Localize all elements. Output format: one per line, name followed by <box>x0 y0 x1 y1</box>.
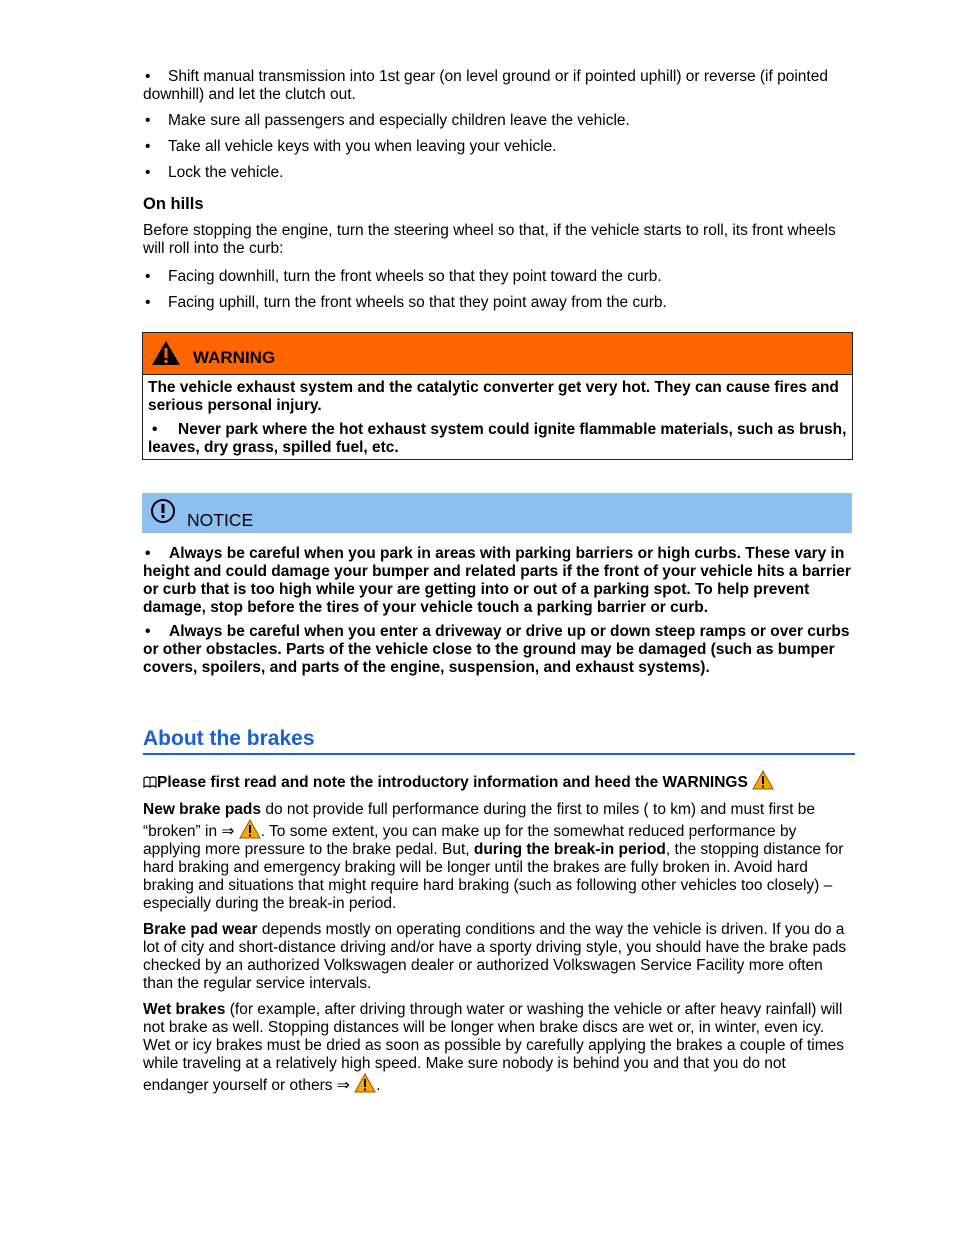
notice-icon <box>150 498 176 524</box>
warning-box <box>142 332 853 460</box>
list-item: • Always be careful when you enter a driveway or drive up or down steep ramps or over curbs or other obstacles. Parts of the vehicle close to the ground may be damaged (such as bumper covers, spoilers, and parts of the engine, suspension, and exhaust systems). <box>143 623 850 676</box>
warning-title: WARNING <box>193 348 276 367</box>
hills-intro: Before stopping the engine, turn the steering wheel so that, if the vehicle starts to roll, its front wheels will roll into the curb: <box>143 222 836 257</box>
warning-icon <box>752 770 774 790</box>
warning-text: The vehicle exhaust system and the catalytic converter get very hot. They can cause fires and serious personal injury. <box>148 379 839 414</box>
warning-icon <box>239 819 261 839</box>
warning-icon <box>354 1073 376 1093</box>
list-item: • Shift manual transmission into 1st gear (on level ground or if pointed uphill) or reverse (if pointed downhill) and let the clutch out. <box>143 68 828 103</box>
wet-brakes-paragraph: Wet brakes (for example, after driving through water or washing the vehicle or after heavy rainfall) will not brake as well. Stopping distances will be longer when brake discs are wet or, in winter, even icy. Wet or icy brakes must be dried as soon as possible by carefully applying the brakes a couple of times while traveling at a relatively high speed. Make sure nobody is behind you and that you do not endanger yourself or others ⇒ . <box>143 1001 845 1094</box>
brakes-section <box>143 770 855 1103</box>
warning-header <box>143 333 852 375</box>
brake-pad-wear-paragraph: Brake pad wear depends mostly on operating conditions and the way the vehicle is driven. If you do a lot of city and short-distance driving and/or have a sporty driving style, you should have the brake pads checked by an authorized Volkswagen dealer or authorized Volkswagen Service Facility more often than the regular service intervals. <box>143 921 847 992</box>
notice-body <box>143 545 853 683</box>
list-item: • Take all vehicle keys with you when leaving your vehicle. <box>145 138 557 155</box>
warning-bullet: • Never park where the hot exhaust system could ignite flammable materials, such as brush, leaves, dry grass, spilled fuel, etc. <box>148 421 847 456</box>
hills-heading: On hills <box>143 195 204 213</box>
top-section <box>143 68 855 320</box>
notice-header <box>142 493 852 533</box>
list-item: • Always be careful when you park in areas with parking barriers or high curbs. These vary in height and could damage your bumper and related parts if the front of your vehicle hits a barrier or curb that is too high while your are getting into or out of a parking spot. To help prevent damage, stop before the tires of your vehicle touch a parking barrier or curb. <box>143 545 851 616</box>
notice-title: NOTICE <box>187 510 254 530</box>
list-item: • Facing uphill, turn the front wheels so that they point away from the curb. <box>145 294 667 311</box>
brakes-intro: Please first read and note the introductory information and heed the WARNINGS <box>143 770 855 792</box>
new-brake-pads-paragraph: New brake pads do not provide full performance during the first to miles ( to km) and must first be “broken” in ⇒ . To some extent, you can make up for the somewhat reduced performance by applying more pressure to the brake pedal. But, during the break-in period, the stopping distance for hard braking and emergency braking will be longer until the brakes are fully broken in. Avoid hard braking and situations that might require hard braking (such as following other vehicles too closely) – especially during the break-in period. <box>143 801 844 912</box>
list-item: • Make sure all passengers and especially children leave the vehicle. <box>145 112 630 129</box>
book-icon <box>143 776 157 788</box>
list-item: • Lock the vehicle. <box>145 164 284 181</box>
list-item: • Facing downhill, turn the front wheels so that they point toward the curb. <box>145 268 662 285</box>
warning-icon <box>151 340 181 366</box>
brakes-heading: About the brakes <box>143 727 855 755</box>
